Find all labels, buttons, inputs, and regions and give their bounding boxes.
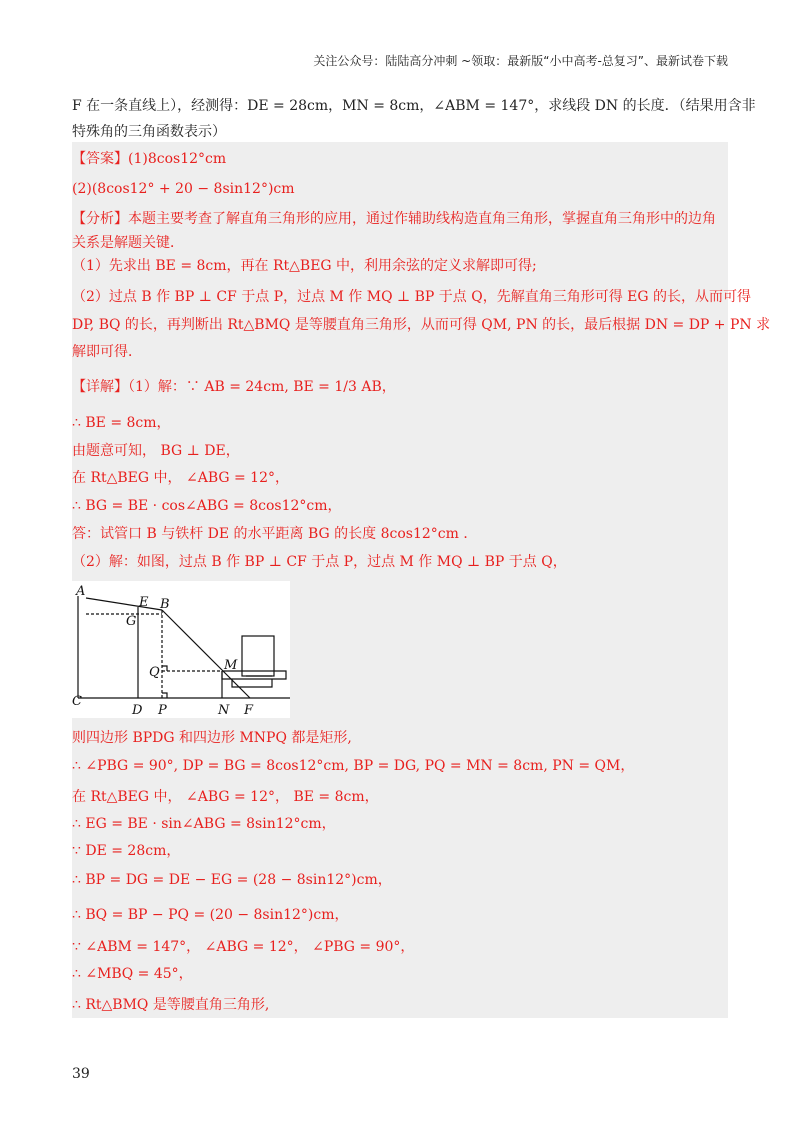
- solution-line-5: ∵ DE = 28cm，: [72, 843, 181, 859]
- label-m: M: [224, 658, 238, 673]
- analysis-line-5: DP, BQ 的长，再判断出 Rt△BMQ 是等腰直角三角形，从而可得 QM, PN 的长，最后根据 DN = DP + PN 求: [72, 317, 771, 333]
- page-number: 39: [72, 1066, 90, 1082]
- question-line-1: F 在一条直线上），经测得：DE = 28cm，MN = 8cm，∠ABM = 147°，求线段 DN 的长度．（结果用含非: [72, 98, 756, 114]
- label-b: B: [160, 597, 170, 612]
- beaker-rect: [242, 636, 274, 676]
- page-header: 关注公众号：陆陆高分冲刺 ~领取：最新版“小中高考-总复习”、最新试卷下载: [313, 54, 728, 68]
- label-p: P: [158, 703, 167, 718]
- detail-line-3: 由题意可知， BG ⊥ DE，: [72, 443, 240, 459]
- solution-line-10: ∴ Rt△BMQ 是等腰直角三角形,: [72, 997, 270, 1013]
- label-c: C: [72, 694, 82, 709]
- geometry-figure: [72, 581, 290, 718]
- label-n: N: [218, 703, 230, 718]
- analysis-line-6: 解即可得．: [72, 344, 142, 360]
- analysis-line-4: （2）过点 B 作 BP ⊥ CF 于点 P，过点 M 作 MQ ⊥ BP 于点 Q，先解直角三角形可得 EG 的长，从而可得: [72, 289, 752, 305]
- solution-line-9: ∴ ∠MBQ = 45°，: [72, 966, 193, 982]
- label-d: D: [132, 703, 143, 718]
- solution-line-1: 则四边形 BPDG 和四边形 MNPQ 都是矩形,: [72, 730, 352, 746]
- question-line-2: 特殊角的三角函数表示）: [72, 124, 226, 140]
- right-angle-q: [162, 666, 167, 671]
- analysis-line-2: 关系是解题关键．: [72, 235, 184, 251]
- solution-line-3: 在 Rt△BEG 中， ∠ABG = 12°， BE = 8cm，: [72, 789, 379, 805]
- label-g: G: [126, 614, 137, 629]
- detail-line-2: ∴ BE = 8cm，: [72, 415, 171, 431]
- detail-line-1: 【详解】（1）解：∵ AB = 24cm, BE = 1/3 AB，: [72, 379, 396, 395]
- right-angle-p: [162, 693, 167, 698]
- answer-line-1: 【答案】(1)8cos12°cm: [72, 151, 227, 167]
- solution-line-6: ∴ BP = DG = DE − EG = (28 − 8sin12°)cm，: [72, 872, 392, 888]
- solution-line-8: ∵ ∠ABM = 147°， ∠ABG = 12°， ∠PBG = 90°，: [72, 939, 415, 955]
- solution-line-7: ∴ BQ = BP − PQ = (20 − 8sin12°)cm，: [72, 907, 349, 923]
- label-q: Q: [149, 665, 160, 680]
- label-e: E: [139, 595, 149, 610]
- segment-ab: [86, 598, 162, 610]
- answer-line-2: (2)(8cos12° + 20 − 8sin12°)cm: [72, 181, 295, 197]
- label-a: A: [76, 584, 86, 599]
- analysis-line-1: 【分析】本题主要考查了解直角三角形的应用，通过作辅助线构造直角三角形，掌握直角三角形中的边角: [72, 211, 716, 227]
- solution-line-2: ∴ ∠PBG = 90°, DP = BG = 8cos12°cm, BP = DG, PQ = MN = 8cm, PN = QM，: [72, 758, 635, 774]
- solution-line-4: ∴ EG = BE · sin∠ABG = 8sin12°cm，: [72, 816, 336, 832]
- detail-line-4: 在 Rt△BEG 中， ∠ABG = 12°，: [72, 470, 289, 486]
- segment-bf: [162, 610, 250, 698]
- detail-line-6: 答：试管口 B 与铁杆 DE 的水平距离 BG 的长度 8cos12°cm ．: [72, 526, 478, 542]
- analysis-line-3: （1）先求出 BE = 8cm，再在 Rt△BEG 中，利用余弦的定义求解即可得;: [72, 258, 537, 274]
- detail-line-5: ∴ BG = BE · cos∠ABG = 8cos12°cm，: [72, 498, 342, 514]
- detail-line-7: （2）解：如图，过点 B 作 BP ⊥ CF 于点 P，过点 M 作 MQ ⊥ BP 于点 Q，: [72, 554, 567, 570]
- label-f: F: [244, 703, 254, 718]
